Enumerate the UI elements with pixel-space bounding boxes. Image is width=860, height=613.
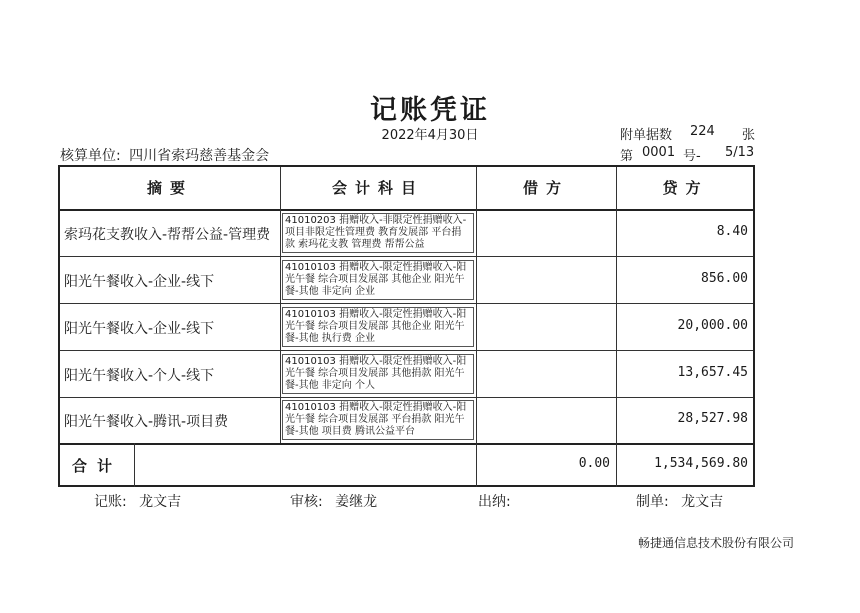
voucher-number-prefix: 第 <box>620 149 634 164</box>
column-divider <box>134 443 135 487</box>
header-summary: 摘要 <box>146 179 193 197</box>
header-debit: 借方 <box>522 179 569 197</box>
bookkeeper-signature <box>94 491 181 511</box>
row-divider <box>60 303 753 304</box>
accounting-unit-label: 核算单位: <box>60 148 121 164</box>
row-credit: 13,657.45 <box>677 365 748 380</box>
preparer-signature <box>636 491 723 511</box>
row-divider <box>60 350 753 351</box>
row-summary: 阳光午餐收入-个人-线下 <box>64 368 215 384</box>
cashier-signature <box>478 491 519 511</box>
bookkeeper-label: 记账: <box>94 494 127 510</box>
reviewer-label: 审核: <box>290 494 323 510</box>
reviewer-name: 姜继龙 <box>335 494 378 510</box>
row-credit: 28,527.98 <box>677 411 748 426</box>
header-credit: 贷方 <box>662 179 709 197</box>
header-divider <box>60 209 753 211</box>
preparer-label: 制单: <box>636 494 669 510</box>
cashier-label: 出纳: <box>478 494 511 510</box>
software-company: 畅捷通信息技术股份有限公司 <box>637 536 794 550</box>
accounting-unit-value: 四川省索玛慈善基金会 <box>129 148 270 164</box>
attachments-unit: 张 <box>742 128 756 143</box>
total-divider <box>60 443 753 445</box>
attachments-label: 附单据数 <box>620 128 673 143</box>
preparer-name: 龙文吉 <box>681 494 724 510</box>
row-credit: 856.00 <box>701 271 748 286</box>
column-divider <box>476 167 477 487</box>
header-account: 会计科目 <box>331 179 424 197</box>
voucher-number-suffix: 号- <box>683 149 701 164</box>
row-account: 41010103 捐赠收入-限定性捐赠收入-阳光午餐 综合项目发展部 其他捐款 阳光午餐-其他 非定向 个人 <box>282 354 474 394</box>
total-credit: 1,534,569.80 <box>654 456 748 471</box>
total-label: 合计 <box>71 457 122 475</box>
voucher-number: 0001 <box>642 145 676 160</box>
total-debit: 0.00 <box>578 456 610 471</box>
row-account: 41010203 捐赠收入-非限定性捐赠收入-项目非限定性管理费 教育发展部 平台捐款 索玛花支教 管理费 帮帮公益 <box>282 213 474 253</box>
row-divider <box>60 397 753 398</box>
row-summary: 阳光午餐收入-腾讯-项目费 <box>64 414 229 430</box>
row-account: 41010103 捐赠收入-限定性捐赠收入-阳光午餐 综合项目发展部 平台捐款 阳光午餐-其他 项目费 腾讯公益平台 <box>282 400 474 440</box>
row-divider <box>60 256 753 257</box>
attachments-count: 224 <box>690 124 715 139</box>
row-summary: 阳光午餐收入-企业-线下 <box>64 274 215 290</box>
column-divider <box>616 167 617 487</box>
row-credit: 8.40 <box>716 224 748 239</box>
row-summary: 阳光午餐收入-企业-线下 <box>64 321 215 337</box>
voucher-page: 5/13 <box>725 145 755 160</box>
bookkeeper-name: 龙文吉 <box>139 494 182 510</box>
voucher-table <box>58 165 755 487</box>
row-credit: 20,000.00 <box>677 318 748 333</box>
reviewer-signature <box>290 491 377 511</box>
voucher-date: 2022年4月30日 <box>381 128 479 143</box>
accounting-unit <box>60 145 269 165</box>
voucher-title: 记账凭证 <box>370 95 490 126</box>
row-account: 41010103 捐赠收入-限定性捐赠收入-阳光午餐 综合项目发展部 其他企业 阳光午餐-其他 非定向 企业 <box>282 260 474 300</box>
row-summary: 索玛花支教收入-帮帮公益-管理费 <box>64 227 271 243</box>
row-account: 41010103 捐赠收入-限定性捐赠收入-阳光午餐 综合项目发展部 其他企业 阳光午餐-其他 执行费 企业 <box>282 307 474 347</box>
